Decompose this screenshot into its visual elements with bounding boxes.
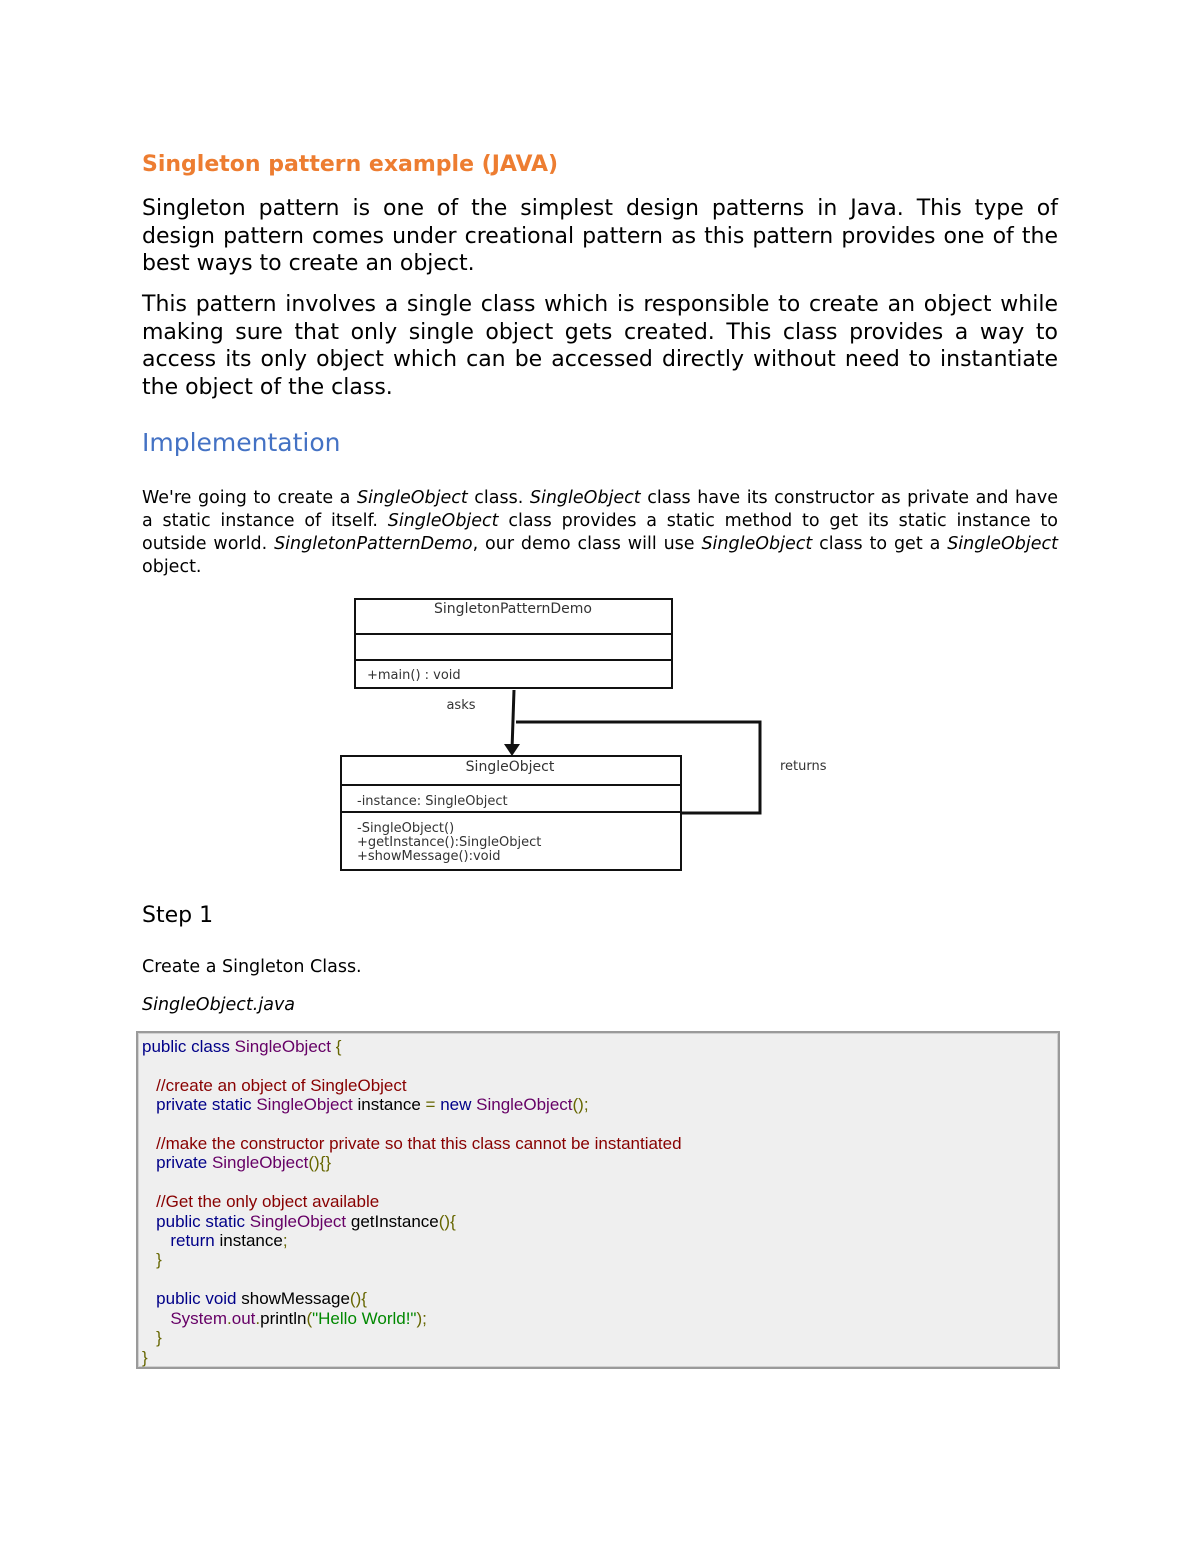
code-token: (: [306, 1308, 313, 1328]
code-line: [142, 1056, 682, 1075]
code-token: SingleObject: [476, 1095, 573, 1115]
code-line: [142, 1115, 682, 1134]
impl-class-name: SingleObject: [701, 534, 813, 554]
arrowhead-icon: [504, 744, 520, 756]
demo-class-name: SingletonPatternDemo: [434, 601, 592, 617]
impl-text: object.: [142, 557, 202, 577]
impl-text: , our demo class will use: [472, 534, 702, 554]
code-token: System: [170, 1308, 228, 1328]
code-token: ();: [572, 1095, 589, 1115]
impl-class-name: SingleObject: [356, 488, 468, 508]
impl-class-name: SingleObject: [529, 488, 641, 508]
code-token: return: [170, 1231, 215, 1251]
intro-paragraph-2: This pattern involves a single class which is responsible to create an object while making sure that only single object gets created. This class provides a way to access its only object which can be accessed directly without need to instantiate the object of the class.: [142, 292, 1058, 400]
code-token: (){: [349, 1289, 367, 1309]
code-token: .: [227, 1308, 232, 1328]
document-title: Singleton pattern example (JAVA): [142, 152, 559, 177]
intro-paragraph-1: Singleton pattern is one of the simplest design patterns in Java. This type of design pattern comes under creational pattern as this pattern provides one of the best ways to create an object.: [142, 196, 1058, 276]
code-token: =: [425, 1095, 436, 1115]
impl-text: class provides a static method to get its static instance to outside world.: [142, 511, 1058, 554]
single-class-method: +showMessage():void: [357, 849, 501, 864]
code-token: instance: [219, 1231, 283, 1251]
impl-text: class to get a: [812, 534, 948, 554]
code-line: [142, 1134, 682, 1153]
single-class-method: -SingleObject(): [357, 821, 455, 836]
impl-class-name: SingleObject: [387, 511, 499, 531]
impl-class-name: SingleObject: [947, 534, 1058, 554]
code-token: SingleObject: [211, 1153, 309, 1173]
single-class-attribute: -instance: SingleObject: [357, 794, 508, 809]
code-token: public static: [156, 1211, 245, 1231]
code-token: .: [255, 1308, 261, 1328]
code-token: private static: [156, 1095, 252, 1115]
code-line: [142, 1153, 682, 1172]
code-comment: //create an object of SingleObject: [156, 1075, 407, 1095]
impl-text: class have its constructor as private and have a static instance of itself.: [142, 488, 1059, 531]
code-token: {: [335, 1037, 342, 1056]
code-token: public void: [156, 1289, 237, 1309]
code-token: );: [416, 1308, 427, 1328]
code-line: [142, 1309, 682, 1328]
code-token: ;: [282, 1231, 288, 1251]
code-token: showMessage: [241, 1289, 350, 1309]
code-token: SingleObject: [256, 1095, 353, 1115]
code-token: instance: [357, 1095, 421, 1115]
code-token: SingleObject: [234, 1037, 331, 1056]
returns-label: returns: [780, 759, 827, 774]
code-line: [142, 1037, 682, 1056]
code-line: [142, 1192, 682, 1211]
code-token: new: [440, 1095, 472, 1115]
single-class-method: +getInstance():SingleObject: [357, 835, 542, 850]
file-name-caption: SingleObject.java: [142, 995, 296, 1015]
code-string: "Hello World!": [312, 1308, 417, 1328]
demo-class-method: +main() : void: [367, 668, 461, 683]
code-token: }: [156, 1328, 162, 1348]
step-description: Create a Singleton Class.: [142, 957, 362, 977]
code-line: [142, 1250, 682, 1269]
code-listing: [142, 1037, 682, 1367]
code-token: println: [260, 1308, 307, 1328]
code-token: (){}: [308, 1153, 332, 1173]
code-line: [142, 1095, 682, 1114]
code-comment: //Get the only object available: [156, 1192, 380, 1212]
asks-label: asks: [446, 698, 476, 713]
code-token: (){: [438, 1211, 456, 1231]
single-class-name: SingleObject: [465, 759, 555, 775]
code-token: private: [156, 1153, 208, 1173]
impl-text: We're going to create a: [142, 488, 357, 508]
code-line: [142, 1348, 682, 1367]
code-token: }: [142, 1347, 148, 1367]
step-heading: Step 1: [142, 903, 214, 928]
code-line: [142, 1212, 682, 1231]
code-line: [142, 1231, 682, 1250]
code-comment: //make the constructor private so that this class cannot be instantiated: [156, 1134, 682, 1154]
code-token: SingleObject: [249, 1211, 347, 1231]
implementation-heading: Implementation: [142, 428, 341, 457]
code-line: [142, 1328, 682, 1347]
code-line: [142, 1270, 682, 1289]
code-line: [142, 1289, 682, 1308]
code-token: }: [156, 1250, 162, 1270]
impl-class-name: SingletonPatternDemo: [274, 534, 473, 554]
code-token: public class: [142, 1037, 230, 1056]
asks-arrow-line: [512, 690, 514, 750]
code-token: out: [231, 1308, 256, 1328]
code-token: getInstance: [350, 1211, 439, 1231]
code-line: [142, 1173, 682, 1192]
impl-text: class.: [467, 488, 530, 508]
code-line: [142, 1076, 682, 1095]
